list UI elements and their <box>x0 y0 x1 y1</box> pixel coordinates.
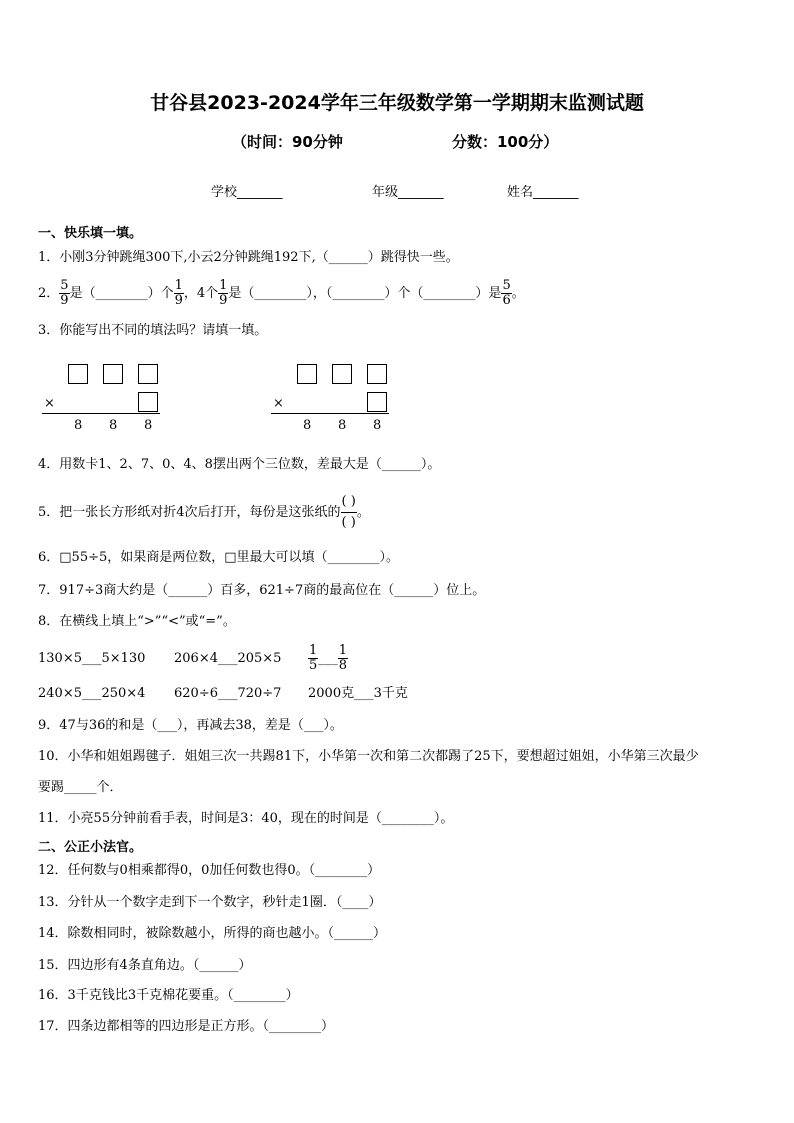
question-1: 1．小刚3分钟跳绳300下,小云2分钟跳绳192下,（______）跳得快一些。 <box>38 250 459 265</box>
q5-text: 5．把一张长方形纸对折4次后打开，每份是这张纸的 <box>38 505 341 520</box>
divider-line <box>42 413 160 414</box>
frac-den: 9 <box>60 293 69 308</box>
frac-num: 1 <box>174 278 183 293</box>
q5-suffix: 。 <box>356 505 370 520</box>
frac-den: 5 <box>309 658 318 673</box>
question-14: 14．除数相同时，被除数越小，所得的商也越小。（______） <box>38 926 387 941</box>
frac-den-blank: ( ) <box>341 515 356 530</box>
fraction-1-8 <box>338 644 348 673</box>
frac-num: 1 <box>219 278 228 293</box>
compare-item-c <box>308 641 348 677</box>
digit-box[interactable] <box>367 392 387 412</box>
question-12: 12．任何数与0相乘都得0，0加任何数也得0。（________） <box>38 863 381 878</box>
q2-prefix: 2． <box>38 286 60 301</box>
section2-heading: 二、公正小法官。 <box>38 840 143 855</box>
question-16: 16．3千克钱比3千克棉花要重。（________） <box>38 988 299 1003</box>
name-field: 姓名_______ <box>507 185 579 200</box>
time-label: （时间：90分钟 <box>232 133 343 151</box>
frac-den: 9 <box>174 293 183 308</box>
frac-num: 1 <box>338 643 348 658</box>
result-digit: 8 <box>74 418 83 433</box>
page-title: 甘谷县2023-2024学年三年级数学第一学期期末监测试题 <box>150 92 644 114</box>
q2-part2: ，4个 <box>183 286 219 301</box>
score-label: 分数：100分） <box>452 133 559 151</box>
digit-box[interactable] <box>367 364 387 384</box>
compare-item-a: 130×5___5×130 <box>38 651 146 666</box>
question-3: 3．你能写出不同的填法吗？请填一填。 <box>38 323 268 338</box>
question-9: 9．47与36的和是（___），再减去38，差是（___）。 <box>38 718 343 733</box>
q2-suffix: 。 <box>511 286 525 301</box>
result-digit: 8 <box>338 418 347 433</box>
digit-box[interactable] <box>103 364 123 384</box>
section1-heading: 一、快乐填一填。 <box>38 226 143 241</box>
digit-box[interactable] <box>332 364 352 384</box>
q2-part1: 是（________）个 <box>69 286 174 301</box>
question-8: 8．在横线上填上“>”“<”或“=”。 <box>38 614 236 629</box>
frac-num-blank: ( ) <box>341 492 357 513</box>
frac-num: 1 <box>309 643 318 658</box>
question-10-line1: 10．小华和姐姐踢毽子．姐姐三次一共踢81下，小华第一次和第二次都踢了25下，要想超过姐姐，小华第三次最少 <box>38 749 699 764</box>
result-digit: 8 <box>373 418 382 433</box>
blank-fraction <box>341 492 357 533</box>
frac-num: 5 <box>502 278 511 293</box>
fraction-5-6 <box>501 279 511 308</box>
times-sign: × <box>44 396 55 411</box>
result-digit: 8 <box>303 418 312 433</box>
question-17: 17．四条边都相等的四边形是正方形。（________） <box>38 1019 335 1034</box>
divider-line <box>271 413 389 414</box>
question-7: 7．917÷3商大约是（______）百多，621÷7商的最高位在（______）位上。 <box>38 583 486 598</box>
fraction-1-9 <box>174 279 184 308</box>
grade-field: 年级_______ <box>372 185 444 200</box>
question-11: 11．小亮55分钟前看手表，时间是3：40，现在的时间是（________）。 <box>38 811 454 826</box>
compare-item-b: 206×4___205×5 <box>174 651 282 666</box>
frac-num: 5 <box>60 278 69 293</box>
compare-item-e: 620÷6___720÷7 <box>174 686 282 701</box>
question-4: 4．用数卡1、2、7、0、4、8摆出两个三位数，差最大是（______）。 <box>38 457 441 472</box>
result-digit: 8 <box>109 418 118 433</box>
frac-den: 8 <box>338 658 348 673</box>
question-5 <box>38 490 370 536</box>
digit-box[interactable] <box>297 364 317 384</box>
fraction-1-5 <box>308 644 318 673</box>
school-field: 学校_______ <box>211 185 283 200</box>
fraction-1-9-b <box>218 279 228 308</box>
question-15: 15．四边形有4条直角边。（______） <box>38 958 252 973</box>
fraction-5-9 <box>59 279 69 308</box>
digit-box[interactable] <box>68 364 88 384</box>
question-6: 6．□55÷5，如果商是两位数，□里最大可以填（________）。 <box>38 550 400 565</box>
frac-den: 9 <box>219 293 228 308</box>
compare-item-d: 240×5___250×4 <box>38 686 146 701</box>
question-13: 13．分针从一个数字走到下一个数字，秒针走1圈．（____） <box>38 895 382 910</box>
compare-item-f: 2000克___3千克 <box>308 686 408 701</box>
digit-box[interactable] <box>138 392 158 412</box>
question-10-line2: 要踢_____个． <box>38 780 123 795</box>
result-digit: 8 <box>144 418 153 433</box>
digit-box[interactable] <box>138 364 158 384</box>
times-sign: × <box>273 396 284 411</box>
frac-den: 6 <box>502 293 511 308</box>
question-2 <box>38 277 525 311</box>
q2-part3: 是（________），（________）个（________）是 <box>228 286 502 301</box>
compare-blank: ___ <box>318 651 338 666</box>
